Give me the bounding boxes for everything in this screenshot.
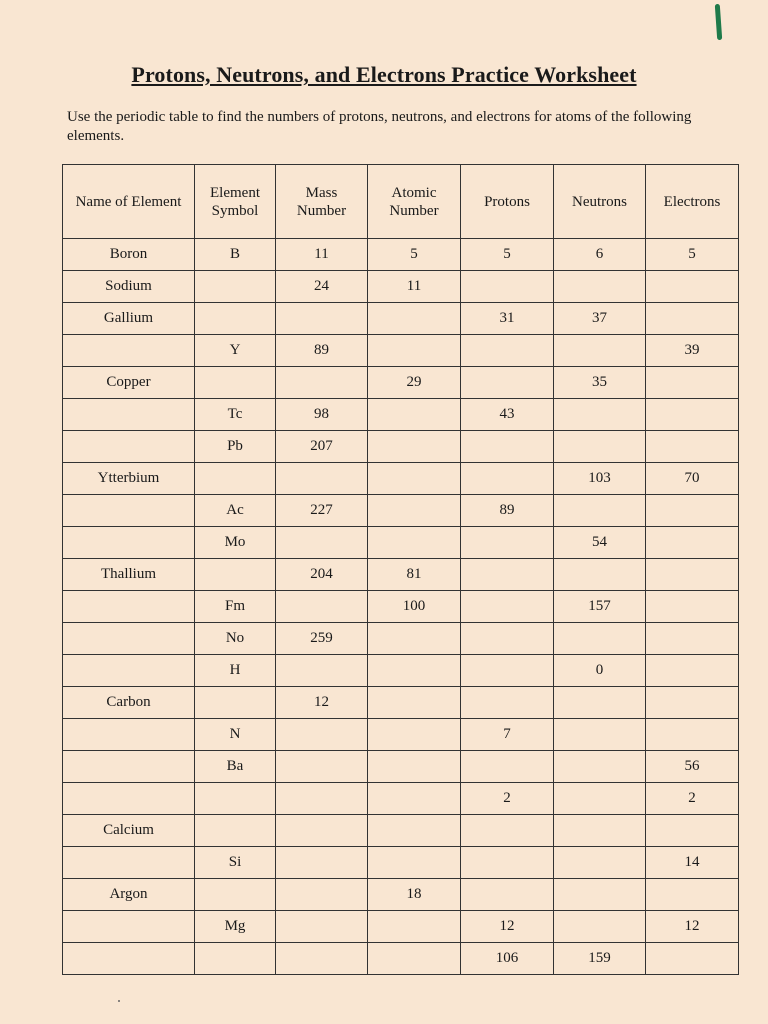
cell-element-name	[63, 655, 195, 687]
cell-atomic-number: 100	[368, 591, 461, 623]
cell-atomic-number	[368, 751, 461, 783]
cell-protons	[461, 463, 554, 495]
cell-element-symbol: Pb	[195, 431, 276, 463]
cell-mass-number	[276, 847, 368, 879]
cell-element-name: Calcium	[63, 815, 195, 847]
cell-neutrons	[554, 495, 646, 527]
cell-mass-number	[276, 719, 368, 751]
cell-electrons: 39	[646, 335, 739, 367]
cell-protons	[461, 367, 554, 399]
cell-element-name	[63, 783, 195, 815]
cell-neutrons	[554, 879, 646, 911]
cell-mass-number	[276, 655, 368, 687]
cell-mass-number	[276, 783, 368, 815]
cell-element-symbol: B	[195, 239, 276, 271]
cell-element-symbol: Tc	[195, 399, 276, 431]
cell-atomic-number	[368, 399, 461, 431]
cell-element-name: Argon	[63, 879, 195, 911]
pen-mark	[715, 4, 722, 40]
table-row	[63, 495, 739, 527]
cell-electrons	[646, 943, 739, 975]
cell-protons	[461, 335, 554, 367]
table-body	[63, 239, 739, 975]
header-mass-number	[276, 165, 368, 239]
cell-element-name: Gallium	[63, 303, 195, 335]
cell-protons: 106	[461, 943, 554, 975]
cell-electrons	[646, 367, 739, 399]
cell-protons	[461, 591, 554, 623]
table-row	[63, 463, 739, 495]
cell-mass-number: 24	[276, 271, 368, 303]
cell-element-name: Copper	[63, 367, 195, 399]
cell-mass-number	[276, 367, 368, 399]
cell-atomic-number	[368, 527, 461, 559]
cell-atomic-number	[368, 655, 461, 687]
header-mass-number-label: Mass Number	[296, 184, 347, 219]
cell-protons	[461, 751, 554, 783]
table-row	[63, 431, 739, 463]
cell-element-symbol	[195, 271, 276, 303]
cell-neutrons	[554, 399, 646, 431]
cell-protons	[461, 431, 554, 463]
cell-electrons: 12	[646, 911, 739, 943]
cell-atomic-number: 18	[368, 879, 461, 911]
cell-electrons	[646, 687, 739, 719]
cell-protons	[461, 527, 554, 559]
cell-electrons: 70	[646, 463, 739, 495]
cell-atomic-number	[368, 847, 461, 879]
cell-mass-number	[276, 591, 368, 623]
cell-atomic-number: 5	[368, 239, 461, 271]
cell-element-name: Boron	[63, 239, 195, 271]
table-row	[63, 623, 739, 655]
table-row	[63, 719, 739, 751]
cell-neutrons: 103	[554, 463, 646, 495]
cell-element-name	[63, 847, 195, 879]
cell-element-name	[63, 431, 195, 463]
cell-protons	[461, 847, 554, 879]
table-row	[63, 591, 739, 623]
cell-element-symbol: Y	[195, 335, 276, 367]
cell-neutrons: 157	[554, 591, 646, 623]
cell-mass-number: 11	[276, 239, 368, 271]
cell-protons: 5	[461, 239, 554, 271]
cell-atomic-number	[368, 687, 461, 719]
cell-protons	[461, 815, 554, 847]
cell-neutrons: 54	[554, 527, 646, 559]
cell-neutrons	[554, 815, 646, 847]
table-row	[63, 655, 739, 687]
cell-element-name	[63, 719, 195, 751]
header-row	[63, 165, 739, 239]
cell-neutrons: 35	[554, 367, 646, 399]
header-protons: Protons	[461, 165, 554, 239]
cell-element-name: Sodium	[63, 271, 195, 303]
cell-element-symbol: N	[195, 719, 276, 751]
cell-electrons	[646, 399, 739, 431]
cell-mass-number	[276, 879, 368, 911]
header-element-symbol-label: Element Symbol	[210, 184, 260, 219]
cell-element-symbol	[195, 783, 276, 815]
cell-element-symbol	[195, 815, 276, 847]
header-electrons: Electrons	[646, 165, 739, 239]
cell-protons	[461, 687, 554, 719]
cell-electrons	[646, 879, 739, 911]
cell-protons: 31	[461, 303, 554, 335]
cell-mass-number: 12	[276, 687, 368, 719]
cell-electrons	[646, 527, 739, 559]
cell-protons: 7	[461, 719, 554, 751]
cell-element-name	[63, 495, 195, 527]
table-row	[63, 943, 739, 975]
cell-neutrons	[554, 431, 646, 463]
cell-mass-number: 89	[276, 335, 368, 367]
cell-element-name	[63, 623, 195, 655]
table-row	[63, 559, 739, 591]
cell-protons	[461, 655, 554, 687]
cell-atomic-number: 29	[368, 367, 461, 399]
cell-protons: 89	[461, 495, 554, 527]
table-row	[63, 879, 739, 911]
cell-atomic-number	[368, 431, 461, 463]
cell-mass-number: 98	[276, 399, 368, 431]
cell-element-symbol: Ac	[195, 495, 276, 527]
cell-element-name: Ytterbium	[63, 463, 195, 495]
cell-electrons: 14	[646, 847, 739, 879]
cell-neutrons: 37	[554, 303, 646, 335]
page-title: Protons, Neutrons, and Electrons Practice Worksheet	[131, 62, 637, 87]
cell-atomic-number	[368, 623, 461, 655]
cell-element-name	[63, 911, 195, 943]
cell-electrons	[646, 303, 739, 335]
cell-atomic-number	[368, 463, 461, 495]
table-row	[63, 527, 739, 559]
cell-element-name	[63, 399, 195, 431]
cell-element-name	[63, 751, 195, 783]
cell-neutrons	[554, 335, 646, 367]
cell-atomic-number	[368, 495, 461, 527]
paper-speck	[118, 1000, 120, 1002]
worksheet-table	[62, 164, 739, 975]
cell-atomic-number	[368, 303, 461, 335]
cell-neutrons	[554, 687, 646, 719]
cell-mass-number	[276, 751, 368, 783]
cell-element-symbol	[195, 367, 276, 399]
table-row	[63, 303, 739, 335]
cell-protons	[461, 623, 554, 655]
cell-atomic-number	[368, 719, 461, 751]
cell-electrons: 2	[646, 783, 739, 815]
cell-protons: 43	[461, 399, 554, 431]
table-row	[63, 687, 739, 719]
cell-mass-number: 207	[276, 431, 368, 463]
cell-element-name	[63, 527, 195, 559]
cell-electrons	[646, 271, 739, 303]
cell-element-name	[63, 943, 195, 975]
cell-atomic-number	[368, 911, 461, 943]
table-row	[63, 399, 739, 431]
cell-neutrons: 6	[554, 239, 646, 271]
cell-protons	[461, 879, 554, 911]
cell-element-name: Carbon	[63, 687, 195, 719]
cell-element-symbol: Ba	[195, 751, 276, 783]
table-row	[63, 815, 739, 847]
cell-electrons	[646, 719, 739, 751]
cell-atomic-number: 81	[368, 559, 461, 591]
cell-element-symbol: No	[195, 623, 276, 655]
cell-electrons: 5	[646, 239, 739, 271]
table-row	[63, 847, 739, 879]
cell-electrons	[646, 655, 739, 687]
header-neutrons: Neutrons	[554, 165, 646, 239]
table-row	[63, 783, 739, 815]
cell-mass-number	[276, 527, 368, 559]
cell-electrons	[646, 623, 739, 655]
cell-element-symbol: Fm	[195, 591, 276, 623]
cell-protons	[461, 271, 554, 303]
cell-neutrons	[554, 719, 646, 751]
cell-element-symbol	[195, 687, 276, 719]
cell-atomic-number: 11	[368, 271, 461, 303]
cell-mass-number	[276, 911, 368, 943]
cell-neutrons	[554, 847, 646, 879]
cell-atomic-number	[368, 335, 461, 367]
table-row	[63, 751, 739, 783]
cell-mass-number: 259	[276, 623, 368, 655]
cell-protons: 2	[461, 783, 554, 815]
header-name-of-element: Name of Element	[63, 165, 195, 239]
cell-mass-number	[276, 815, 368, 847]
cell-element-symbol: Mo	[195, 527, 276, 559]
cell-neutrons: 0	[554, 655, 646, 687]
cell-electrons	[646, 559, 739, 591]
cell-neutrons	[554, 271, 646, 303]
cell-electrons	[646, 495, 739, 527]
cell-element-symbol: Si	[195, 847, 276, 879]
cell-element-name	[63, 335, 195, 367]
cell-neutrons	[554, 783, 646, 815]
header-element-symbol	[195, 165, 276, 239]
cell-electrons	[646, 431, 739, 463]
cell-element-name: Thallium	[63, 559, 195, 591]
cell-mass-number: 227	[276, 495, 368, 527]
cell-element-symbol	[195, 943, 276, 975]
cell-protons	[461, 559, 554, 591]
cell-mass-number	[276, 303, 368, 335]
cell-element-symbol	[195, 303, 276, 335]
cell-atomic-number	[368, 815, 461, 847]
cell-mass-number	[276, 943, 368, 975]
cell-neutrons: 159	[554, 943, 646, 975]
cell-element-name	[63, 591, 195, 623]
cell-neutrons	[554, 623, 646, 655]
header-atomic-number-label: Atomic Number	[389, 184, 439, 219]
cell-protons: 12	[461, 911, 554, 943]
cell-neutrons	[554, 751, 646, 783]
cell-element-symbol	[195, 879, 276, 911]
cell-element-symbol	[195, 463, 276, 495]
cell-element-symbol: H	[195, 655, 276, 687]
cell-neutrons	[554, 559, 646, 591]
cell-atomic-number	[368, 783, 461, 815]
table-row	[63, 367, 739, 399]
cell-atomic-number	[368, 943, 461, 975]
cell-element-symbol	[195, 559, 276, 591]
table-row	[63, 271, 739, 303]
cell-electrons	[646, 815, 739, 847]
cell-element-symbol: Mg	[195, 911, 276, 943]
cell-mass-number: 204	[276, 559, 368, 591]
cell-electrons	[646, 591, 739, 623]
table-row	[63, 239, 739, 271]
header-atomic-number	[368, 165, 461, 239]
cell-neutrons	[554, 911, 646, 943]
instructions-text: Use the periodic table to find the numbers of protons, neutrons, and electrons for atoms of the following elements.	[67, 109, 692, 144]
cell-mass-number	[276, 463, 368, 495]
table-row	[63, 911, 739, 943]
cell-electrons: 56	[646, 751, 739, 783]
table-row	[63, 335, 739, 367]
